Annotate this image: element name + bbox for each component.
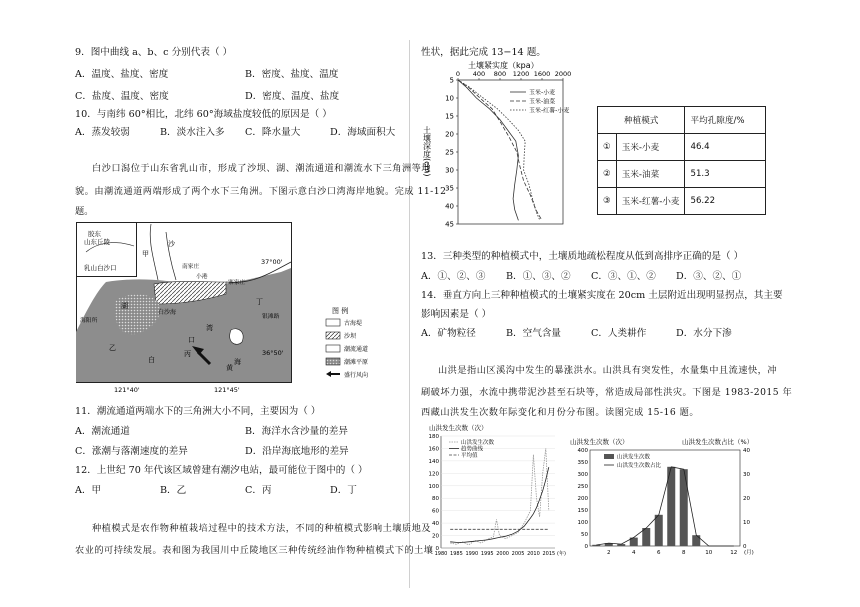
flood2-xtick-label: 12 [730,550,738,556]
flood1-ylabel: 山洪发生次数（次） [429,424,488,432]
q13-option-a[interactable]: A．①、②、③ [421,271,486,282]
flood1-xtick-label: 1985 [450,551,463,557]
q13-option-d[interactable]: D．③、②、① [676,271,742,282]
q9-stem: 9．图中曲线 a、b、c 分别代表（ ） [75,47,233,58]
soil-ytick-label: 25 [445,148,454,157]
planting-table [597,106,766,215]
label-bing: 丙 [184,350,191,358]
q14-stem-line1: 14．垂直方向上三种种植模式的土壤紧实度在 20cm 土层附近出现明显拐点，其主要 [421,290,783,301]
label-huang: 黄 [226,364,233,372]
flood2-ytick-right: 10 [743,520,750,526]
label-nanjiazhuang: 南家庄 [182,264,200,270]
flood1-ytick-label: 180 [428,434,439,440]
q10-option-a[interactable]: A．蒸发较弱 [75,127,130,138]
flood1-series-line [450,467,549,542]
soil-chart-title: 土壤紧实度（kpa） [468,61,539,70]
flood1-ytick-label: 140 [428,458,439,465]
passage3-line2: 刷破坏力强，水流中携带泥沙甚至石块等，常造成局部性洪灾。下图是 1983-2015 年 [421,387,793,398]
q11-option-b[interactable]: B．海洋水含沙量的差异 [245,426,348,437]
passage1-line3: 题。 [75,206,94,217]
soil-xtick-label: 0 [455,70,461,78]
flood1-ytick-label: 100 [428,483,439,490]
map-legend [326,305,386,387]
flood2-legend-label: 山洪发生次数占比 [617,463,662,469]
flood1-xtick-label: 2005 [511,551,525,557]
q11-option-d[interactable]: D．沿岸海底地形的差异 [245,446,349,457]
soil-chart-ylabel: 土壤深度(cm) [422,126,432,177]
soil-legend-label: 玉米-油菜 [529,98,556,106]
q12-stem: 12．上世纪 70 年代该区域曾建有潮汐电站，最可能位于图中的（ ） [75,465,368,476]
flood1-legend-label: 山洪发生次数 [461,440,495,446]
flood2-ytick-right: 20 [743,496,750,502]
flood1-xtick-label: 2000 [496,551,509,557]
label-yi: 乙 [109,344,116,352]
flood2-legend-swatch-bar [604,454,614,459]
flood2-ytick-right: 30 [743,472,750,478]
flood2-ytick-left: 400 [577,448,588,454]
soil-ytick-label: 35 [445,184,454,193]
flood2-ytick-right: 40 [743,448,750,454]
label-haiyangsuo: 海阳所 [80,318,98,324]
legend-item-4: 潮滩平原 [344,359,369,366]
flood-annual-chart [425,422,565,562]
q10-stem: 10．与南纬 60°相比，北纬 60°海域盐度较低的原因是（ ） [75,109,332,120]
soil-ytick-label: 20 [445,130,454,139]
inset-label-2: 山东丘陵 [84,238,110,246]
flood1-xtick-label: 2015 [542,551,556,557]
flood2-ytick-left: 350 [577,460,588,466]
flood2-xtick-label: 4 [632,550,636,556]
flood2-ytick-left: 50 [581,532,588,538]
label-ding: 丁 [256,298,263,306]
flood2-ytick-left: 150 [577,508,588,514]
soil-legend-label: 玉米-小麦 [529,89,556,97]
flood2-ytick-left: 250 [577,484,588,490]
flood1-xtick-label: 1980 [434,551,448,557]
flood1-ytick-label: 20 [432,533,439,540]
soil-series-line [458,80,518,220]
q10-option-b[interactable]: B．淡水注入多 [160,127,225,138]
soil-xtick-label: 800 [493,70,507,78]
lon-right: 121°45' [214,386,240,394]
q13-option-c[interactable]: C．③、①、② [591,271,656,282]
q14-option-c[interactable]: C．人类耕作 [591,328,647,339]
q11-option-a[interactable]: A．潮流通道 [75,426,130,437]
flood2-ytick-left: 200 [577,496,588,502]
legend-item-5: 盛行风向 [344,372,369,379]
legend-item-1: 古海堤 [344,320,363,327]
flood2-ylabel-left: 山洪发生次数（次） [570,438,629,446]
passage1-line2: 貌。由潮流通道两端形成了两个水下三角洲。下图示意白沙口湾海岸地貌。完成 11-12 [75,186,447,197]
flood2-ylabel-right: 山洪发生次数占比（%） [682,438,754,446]
q14-option-a[interactable]: A．矿物粒径 [421,328,476,339]
flood1-xunit: (年) [557,551,566,557]
flood1-legend-label: 趋势曲线 [461,446,484,453]
label-kou: 口 [188,336,195,344]
flood2-ytick-left: 300 [577,472,588,478]
passage2-line2: 农业的可持续发展。表和图为我国川中丘陵地区三种传统经油作物种植模式下的土壤 [75,545,434,556]
label-sha: 沙 [168,240,175,248]
q12-option-b[interactable]: B．乙 [160,485,187,496]
flood2-ytick-left: 0 [584,544,588,550]
flood2-share-line [596,467,734,546]
flood2-legend-label: 山洪发生次数 [617,454,651,461]
table-row: ① 玉米-小麦 46.4 [598,134,766,161]
flood1-ytick-label: 60 [432,508,439,515]
q14-option-d[interactable]: D．水分下渗 [676,328,732,339]
q9-option-d[interactable]: D．密度、温度、盐度 [245,91,340,102]
flood1-ytick-label: 120 [428,471,439,478]
q9-option-a[interactable]: A．温度、盐度、密度 [75,69,169,80]
soil-ytick-label: 40 [445,202,454,211]
soil-series-line [458,80,540,220]
soil-compaction-chart [418,56,572,229]
flood1-series-line [450,448,549,545]
soil-legend-label: 玉米-红薯-小麦 [529,107,570,115]
table-row: ② 玉米-油菜 51.3 [598,161,766,188]
q14-option-b[interactable]: B．空气含量 [506,328,562,339]
flood1-ytick-label: 160 [428,446,439,453]
q13-stem: 13．三种类型的种植模式中，土壤质地疏松程度从低到高排序正确的是（ ） [421,251,744,262]
column-divider [409,40,410,588]
flood2-ytick-left: 100 [577,520,588,526]
legend-item-2: 沙坝 [344,333,357,340]
flood2-xtick-label: 2 [607,550,611,556]
label-yintan: 银滩路 [262,314,280,320]
q11-stem: 11．潮流通道两端水下的三角洲大小不同，主要因为（ ） [75,406,321,417]
table-header-mode: 种植模式 [598,107,685,134]
flood2-xunit: (月) [744,550,754,556]
flood1-xtick-label: 2010 [527,551,540,557]
flood2-bar [642,528,650,546]
passage3-line3: 西藏山洪发生次数年际变化和月份分布图。读图完成 15-16 题。 [421,407,700,418]
flood1-ytick-label: 0 [435,546,439,552]
soil-ytick-label: 5 [449,76,454,85]
q12-option-d[interactable]: D．丁 [330,485,357,496]
label-hai: 海 [234,358,241,366]
soil-ytick-label: 10 [445,94,454,103]
q9-option-b[interactable]: B．密度、盐度、温度 [245,69,339,80]
flood2-bar [655,515,663,546]
label-zhaijiazhuang: 寨家庄 [228,280,246,286]
flood2-frame [590,450,740,546]
label-hu: 湖 [121,302,128,310]
passage3-line1: 山洪是指山区溪沟中发生的暴涨洪水。山洪具有突发性，水量集中且流速快，冲 [438,365,778,376]
legend-title: 图 例 [332,307,349,315]
lat-top: 37°00' [261,258,283,266]
flood1-legend-label: 平均值 [461,453,478,459]
label-xiaogang: 小港 [196,274,208,280]
flood2-bar [692,535,700,546]
legend-item-3: 潮流通道 [344,346,369,353]
right-top-line: 性状，据此完成 13−14 题。 [421,47,546,58]
q12-option-a[interactable]: A．甲 [75,485,102,496]
soil-xtick-label: 1600 [533,70,551,78]
label-baishahai: 白沙海 [158,309,177,316]
flood1-xtick-label: 1995 [480,551,494,557]
soil-xtick-label: 1200 [512,70,530,78]
q9-option-c[interactable]: C．盐度、温度、密度 [75,91,169,102]
passage2-line1: 种植模式是农作物种植栽培过程中的技术方法，不同的种植模式影响土壤质地及 [92,523,432,534]
inset-label-1: 胶东 [88,230,101,238]
q11-option-c[interactable]: C．涨潮与落潮速度的差异 [75,446,188,457]
flood1-ytick-label: 80 [432,496,439,503]
soil-ytick-label: 30 [445,166,454,175]
soil-xtick-label: 400 [472,70,486,78]
q10-option-d[interactable]: D．海域面积大 [330,127,396,138]
flood2-xtick-label: 6 [657,550,661,556]
passage1-line1: 白沙口潟位于山东省乳山市，形成了沙坝、湖、潮流通道和潮流水下三角洲等地 [92,163,432,174]
table-header-porosity: 平均孔隙度/% [685,107,766,134]
label-jia: 甲 [142,250,149,258]
soil-xtick-label: 2000 [554,70,572,78]
flood2-xtick-label: 8 [682,550,686,556]
q10-option-c[interactable]: C．降水量大 [245,127,301,138]
flood2-ytick-right: 0 [743,544,747,550]
soil-ytick-label: 45 [445,220,454,229]
flood2-bar [680,469,688,546]
q14-stem-line2: 影响因素是（ ） [421,309,492,320]
flood2-xtick-label: 10 [705,550,713,556]
soil-ytick-label: 15 [445,112,454,121]
flood1-xtick-label: 1990 [465,551,479,557]
label-bai: 白 [148,356,155,364]
flood1-ytick-label: 40 [432,521,439,528]
table-row: ③ 玉米-红薯-小麦 56.22 [598,188,766,215]
coast-map [76,222,292,394]
inset-label-3: 乳山白沙口 [84,264,117,272]
label-wan: 湾 [206,324,213,332]
lat-bottom: 36°50' [262,349,284,357]
flood-monthly-chart [570,436,760,566]
lon-left: 121°40' [114,386,140,394]
q13-option-b[interactable]: B．①、③、② [506,271,571,282]
q12-option-c[interactable]: C．丙 [245,485,272,496]
